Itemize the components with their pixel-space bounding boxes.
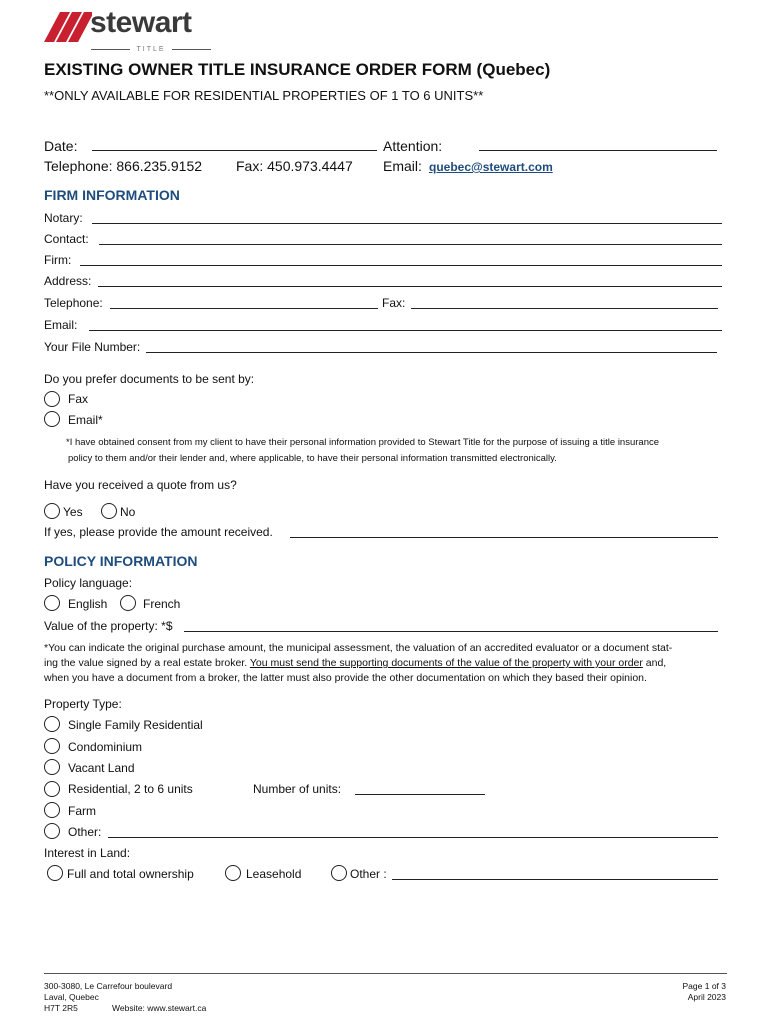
property-other-label: Other: bbox=[68, 825, 102, 839]
footer-page-number: Page 1 of 3 bbox=[682, 981, 726, 991]
quote-question: Have you received a quote from us? bbox=[44, 478, 237, 492]
address-label: Address: bbox=[44, 274, 92, 288]
form-title: EXISTING OWNER TITLE INSURANCE ORDER FORM (Quebec) bbox=[44, 60, 551, 79]
consent-note-line2: policy to them and/or their lender and, where applicable, to have their personal information transmitted electronically. bbox=[68, 453, 557, 464]
property-other-field[interactable] bbox=[108, 825, 718, 838]
policy-information-heading: POLICY INFORMATION bbox=[44, 553, 198, 569]
stewart-logo bbox=[44, 6, 219, 54]
property-residential-radio[interactable] bbox=[44, 781, 60, 797]
footer-address-line1: 300-3080, Le Carrefour boulevard bbox=[44, 981, 173, 991]
value-note-line1: *You can indicate the original purchase amount, the municipal assessment, the valuation of an accredited evaluator or a document stat- bbox=[44, 642, 673, 654]
logo-wordmark: stewart bbox=[90, 6, 192, 39]
interest-other-label: Other : bbox=[350, 867, 387, 881]
property-type-label: Property Type: bbox=[44, 697, 122, 711]
supporting-documents-notice: You must send the supporting documents of the value of the property with your order bbox=[249, 657, 643, 669]
firm-telephone-label: Telephone: bbox=[44, 296, 103, 310]
quote-yes-label: Yes bbox=[63, 505, 83, 519]
firm-fax-label: Fax: bbox=[382, 296, 406, 310]
footer-address-line2: Laval, Quebec bbox=[44, 992, 99, 1002]
property-condominium-radio[interactable] bbox=[44, 738, 60, 754]
property-condominium-label: Condominium bbox=[68, 740, 143, 754]
firm-information-heading: FIRM INFORMATION bbox=[44, 187, 180, 203]
notary-label: Notary: bbox=[44, 211, 83, 225]
stewart-logo-mark-icon bbox=[44, 12, 92, 42]
delivery-email-radio[interactable] bbox=[44, 411, 60, 427]
number-of-units-field[interactable] bbox=[355, 782, 485, 795]
interest-in-land-label: Interest in Land: bbox=[44, 846, 131, 860]
contact-label: Contact: bbox=[44, 232, 89, 246]
property-farm-radio[interactable] bbox=[44, 802, 60, 818]
quote-no-label: No bbox=[120, 505, 136, 519]
value-note-line3: when you have a document from a broker, the latter must also provide the other documentation on which they based their opinion. bbox=[44, 672, 647, 684]
firm-field[interactable] bbox=[80, 253, 722, 266]
footer-divider bbox=[44, 973, 727, 974]
consent-note-line1: *I have obtained consent from my client to have their personal information provided to Stewart Title for the purpose of issuing a title insurance bbox=[66, 437, 660, 448]
firm-fax-field[interactable] bbox=[411, 296, 718, 309]
property-farm-label: Farm bbox=[68, 804, 96, 818]
delivery-fax-label: Fax bbox=[68, 392, 89, 406]
language-french-radio[interactable] bbox=[120, 595, 136, 611]
property-single-family-radio[interactable] bbox=[44, 716, 60, 732]
firm-email-field[interactable] bbox=[89, 318, 722, 331]
quote-amount-label: If yes, please provide the amount received. bbox=[44, 525, 273, 539]
delivery-fax-radio[interactable] bbox=[44, 391, 60, 407]
address-field[interactable] bbox=[98, 274, 722, 287]
stewart-telephone: Telephone: 866.235.9152 bbox=[44, 158, 203, 174]
footer-date: April 2023 bbox=[687, 992, 726, 1002]
property-vacant-land-radio[interactable] bbox=[44, 759, 60, 775]
firm-telephone-field[interactable] bbox=[110, 296, 378, 309]
language-english-label: English bbox=[68, 597, 108, 611]
quote-amount-field[interactable] bbox=[290, 525, 718, 538]
date-label: Date: bbox=[44, 138, 78, 154]
logo-subtext: TITLE bbox=[91, 46, 211, 53]
property-residential-label: Residential, 2 to 6 units bbox=[68, 782, 193, 796]
number-of-units-label: Number of units: bbox=[253, 782, 342, 796]
delivery-email-label: Email* bbox=[68, 413, 103, 427]
language-french-label: French bbox=[143, 597, 181, 611]
quote-no-radio[interactable] bbox=[101, 503, 117, 519]
property-vacant-land-label: Vacant Land bbox=[68, 761, 135, 775]
property-value-label: Value of the property: *$ bbox=[44, 619, 173, 633]
property-value-field[interactable] bbox=[184, 619, 718, 632]
property-other-radio[interactable] bbox=[44, 823, 60, 839]
quote-yes-radio[interactable] bbox=[44, 503, 60, 519]
interest-other-radio[interactable] bbox=[331, 865, 347, 881]
file-number-field[interactable] bbox=[146, 340, 717, 353]
date-field[interactable] bbox=[92, 138, 377, 151]
interest-full-ownership-label: Full and total ownership bbox=[67, 867, 194, 881]
property-single-family-label: Single Family Residential bbox=[68, 718, 203, 732]
stewart-fax: Fax: 450.973.4447 bbox=[236, 158, 353, 174]
file-number-label: Your File Number: bbox=[44, 340, 141, 354]
notary-field[interactable] bbox=[92, 211, 722, 224]
interest-leasehold-radio[interactable] bbox=[225, 865, 241, 881]
form-subtitle: **ONLY AVAILABLE FOR RESIDENTIAL PROPERTIES OF 1 TO 6 UNITS** bbox=[44, 88, 484, 103]
interest-other-field[interactable] bbox=[392, 867, 718, 880]
email-label: Email: bbox=[383, 158, 422, 174]
policy-language-label: Policy language: bbox=[44, 576, 133, 590]
footer-postal-code: H7T 2R5 bbox=[44, 1003, 78, 1013]
firm-label: Firm: bbox=[44, 253, 72, 267]
attention-field[interactable] bbox=[479, 138, 717, 151]
footer-website: Website: www.stewart.ca bbox=[112, 1003, 207, 1013]
contact-field[interactable] bbox=[99, 232, 722, 245]
interest-full-ownership-radio[interactable] bbox=[47, 865, 63, 881]
language-english-radio[interactable] bbox=[44, 595, 60, 611]
value-note-line2: ing the value signed by a real estate broker. You must send the supporting documents of the value of the property with your order and, bbox=[44, 657, 667, 669]
firm-email-label: Email: bbox=[44, 318, 78, 332]
stewart-email-link[interactable]: quebec@stewart.com bbox=[429, 160, 553, 174]
delivery-question: Do you prefer documents to be sent by: bbox=[44, 372, 255, 386]
interest-leasehold-label: Leasehold bbox=[246, 867, 302, 881]
attention-label: Attention: bbox=[383, 138, 443, 154]
